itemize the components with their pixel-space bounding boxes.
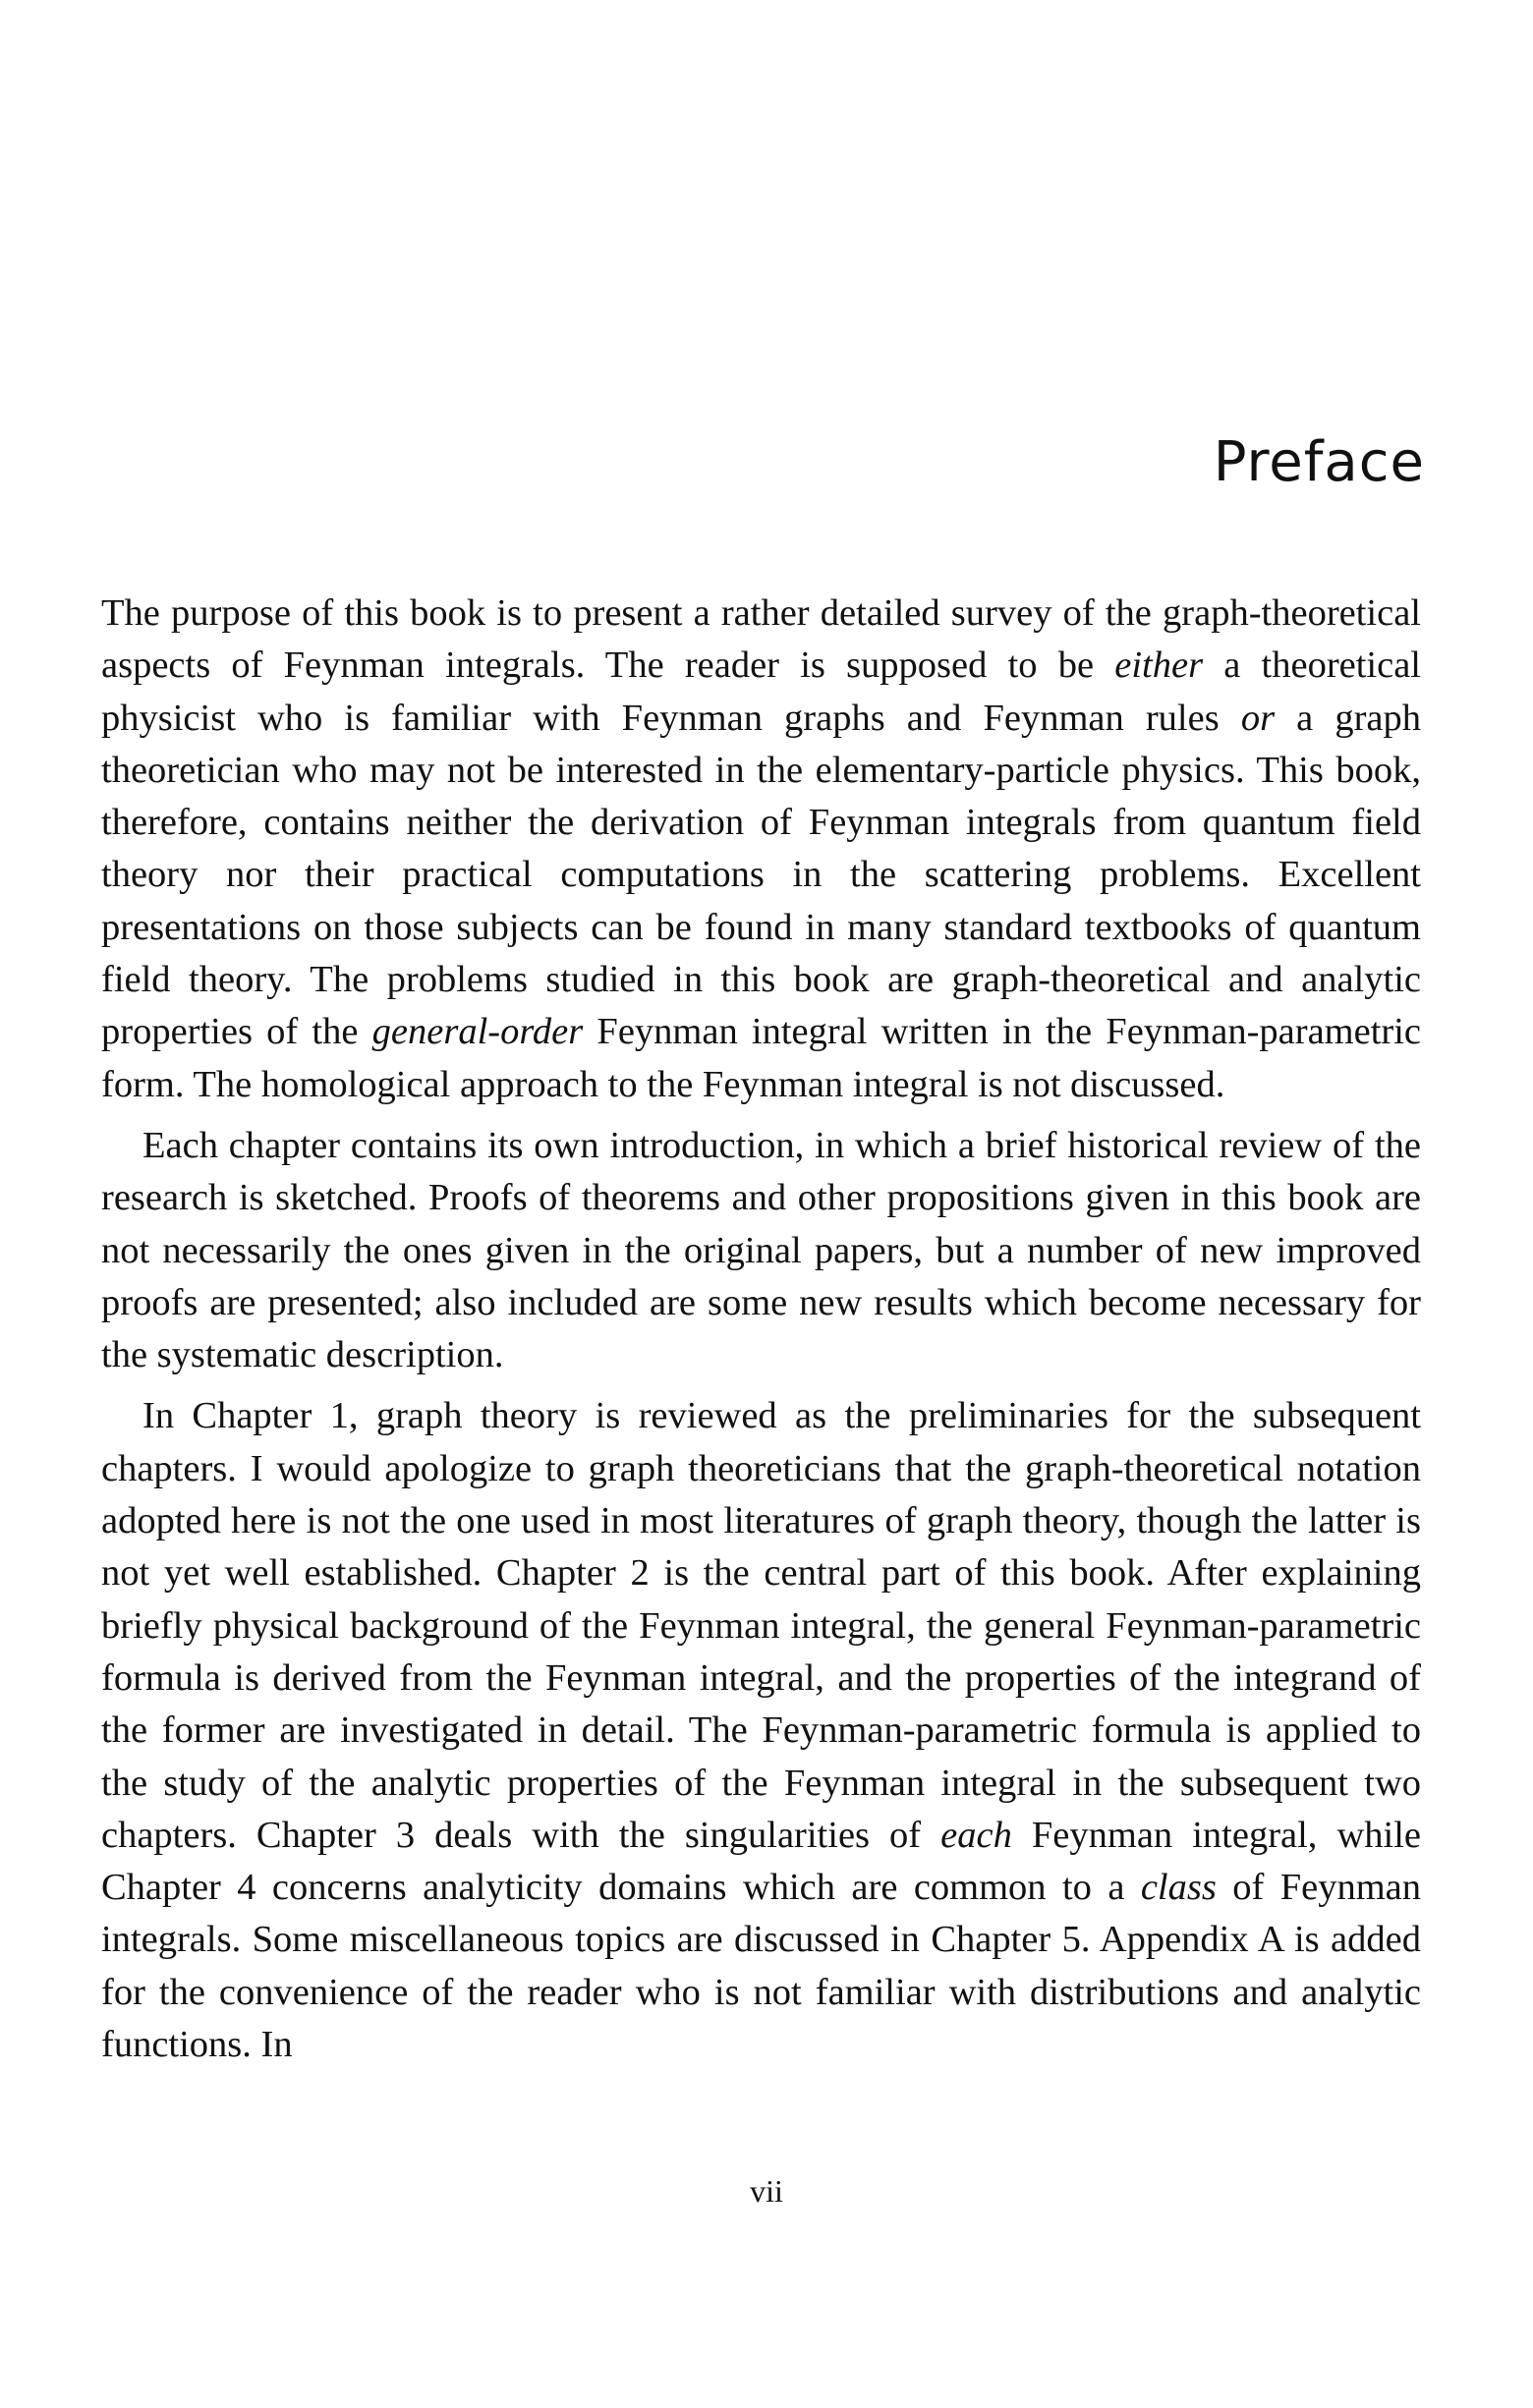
text-run: a theoretical physicist who is familiar with Feynman graphs and Feynman rules (101, 644, 1421, 739)
preface-body (101, 588, 1421, 2071)
paragraph-3 (101, 1390, 1421, 2071)
italic-emphasis: or (1240, 697, 1276, 739)
text-run: The purpose of this book is to present a rather detailed survey of the graph-theoretical aspects of Feynman integrals. The reader is supposed to be (101, 592, 1421, 687)
page-number: vii (750, 2173, 783, 2209)
page-title: Preface (1213, 430, 1425, 494)
text-run: of Feynman integrals. Some miscellaneous topics are discussed in Chapter 5. Appendix A is added for the convenience of the reader who is not familiar with distributions and analytic functions. In (101, 1867, 1421, 2066)
italic-emphasis: class (1140, 1867, 1217, 1909)
italic-emphasis: each (940, 1814, 1012, 1856)
paragraph-2 (101, 1120, 1421, 1381)
italic-emphasis: either (1114, 644, 1204, 687)
paragraph-1 (101, 588, 1421, 1111)
text-run: a graph theoretician who may not be interested in the elementary-particle physics. This book, therefore, contains neither the derivation of Feynman integrals from quantum field theory nor their practical computations in the scattering problems. Excellent presentations on those subjects can be found in many standard textbooks of quantum field theory. The problems studied in this book are graph-theoretical and analytic properties of the (101, 697, 1421, 1053)
italic-emphasis: general-order (371, 1011, 584, 1053)
text-run: Each chapter contains its own introduction, in which a brief historical review of the research is sketched. Proofs of theorems and other propositions given in this book are not necessarily the ones given in the original papers, but a number of new improved proofs are presented; also included are some new results which become necessary for the systematic description. (101, 1124, 1421, 1376)
text-run: In Chapter 1, graph theory is reviewed as the preliminaries for the subsequent chapters. I would apologize to graph theoreticians that the graph-theoretical notation adopted here is not the one used in most literatures of graph theory, though the latter is not yet well established. Chapter 2 is the central part of this book. After explaining briefly physical background of the Feynman integral, the general Feynman-parametric formula is derived from the Feynman integral, and the properties of the integrand of the former are investigated in detail. The Feynman-parametric formula is applied to the study of the analytic properties of the Feynman integral in the subsequent two chapters. Chapter 3 deals with the singularities of (101, 1395, 1421, 1856)
text-run: Feynman integral, while Chapter 4 concerns analyticity domains which are common to a (101, 1814, 1422, 1909)
text-run: Feynman integral written in the Feynman-parametric form. The homological approach to the Feynman integral is not discussed. (101, 1011, 1421, 1105)
